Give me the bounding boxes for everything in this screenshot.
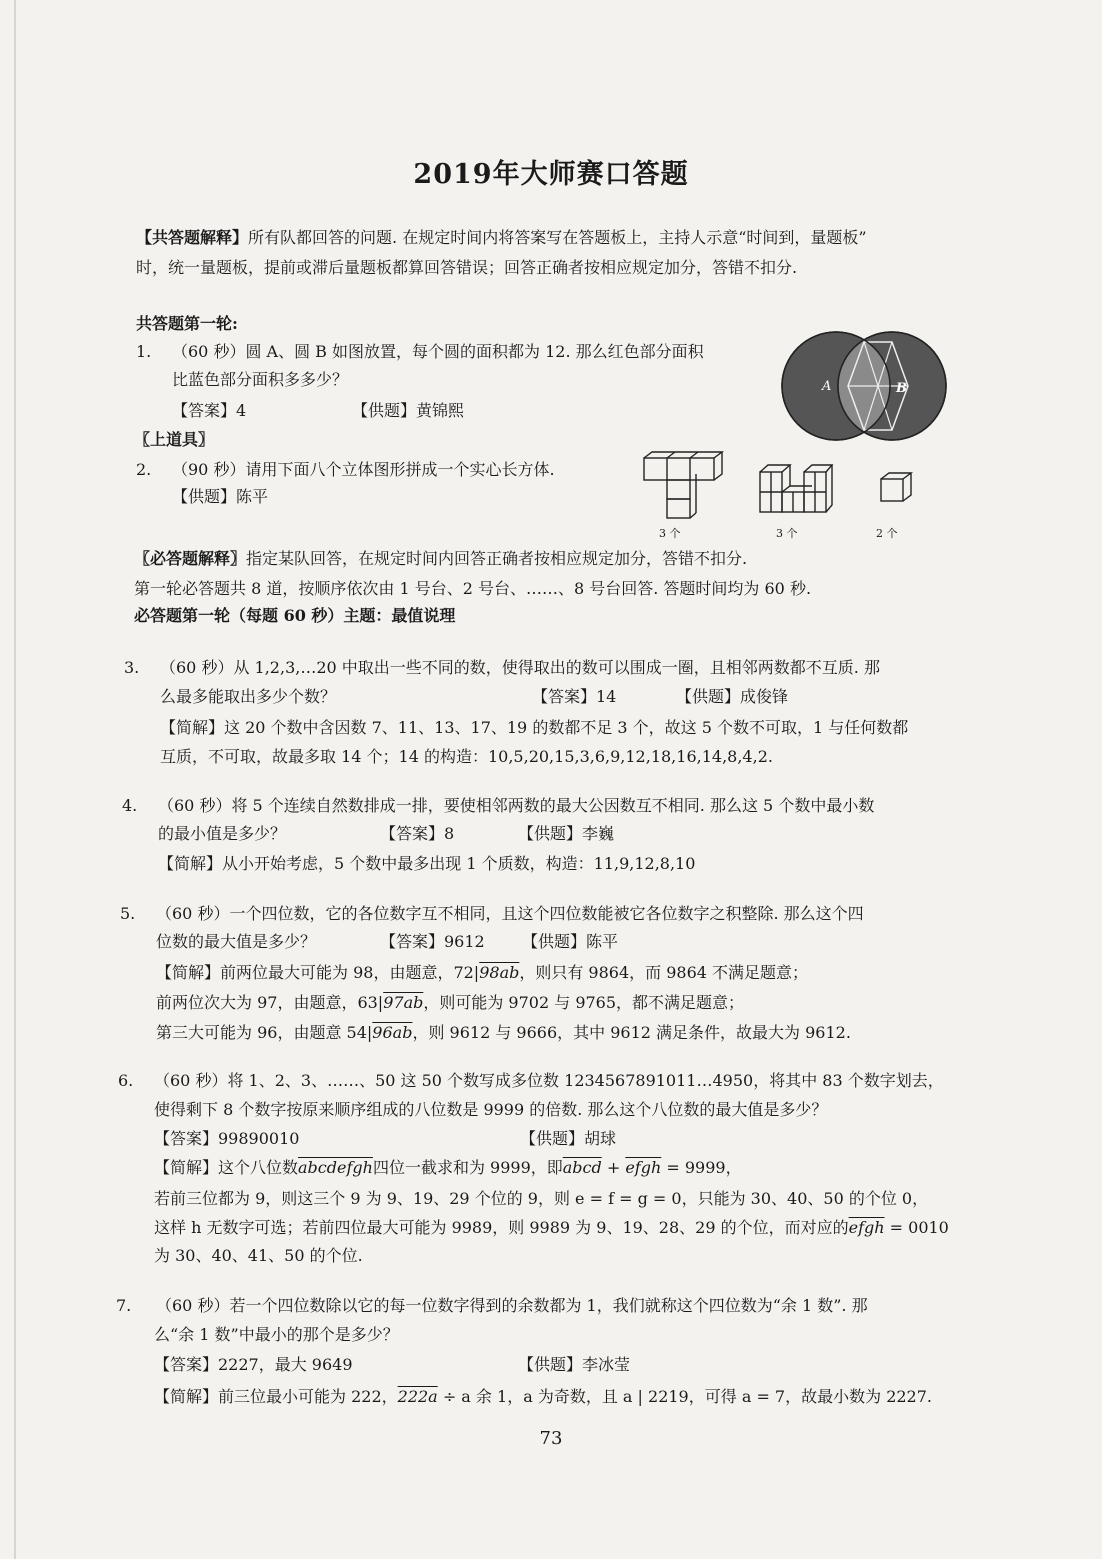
q6-solution-line1: 【简解】这个八位数abcdefgh四位一截求和为 9999，即abcd + efgh = 9999，: [154, 1158, 742, 1177]
page-title: 2019年大师赛口答题: [413, 159, 689, 190]
q5-solution-line1: 【简解】前两位最大可能为 98，由题意，72|98ab，则只有 9864，而 9864 不满足题意；: [156, 963, 809, 982]
q3-line2: 么最多能取出多少个数？: [160, 687, 337, 706]
q5-line2: 位数的最大值是多少？: [156, 932, 317, 951]
q5-provider: 【供题】陈平: [522, 932, 619, 951]
q3-solution-line1: 【简解】这 20 个数中含因数 7、11、13、17、19 的数都不足 3 个，故这 5 个数不可取，1 与任何数都: [160, 718, 909, 737]
intro-required-line1: 〖必答题解释〗指定某队回答，在规定时间内回答正确者按相应规定加分，答错不扣分.: [134, 549, 748, 568]
q1-provider: 【供题】黄锦熙: [352, 401, 465, 420]
q7-line2: 么“余 1 数”中最小的那个是多少？: [154, 1325, 399, 1344]
q1-circles-figure: [782, 330, 948, 442]
tools-heading: 〖上道具〗: [134, 430, 215, 449]
q1-answer: 【答案】4: [172, 401, 247, 420]
q6-solution-line2: 若前三位都为 9，则这三个 9 为 9、19、29 个位的 9，则 e = f = g = 0，只能为 30、40、50 的个位 0，: [154, 1189, 929, 1208]
q6-solution-line4: 为 30、40、41、50 的个位.: [154, 1246, 363, 1265]
section1-heading: 共答题第一轮:: [136, 314, 238, 333]
q6-provider: 【供题】胡球: [520, 1129, 617, 1148]
q4-line1: （60 秒）将 5 个连续自然数排成一排，要使相邻两数的最大公因数互不相同. 那么这 5 个数中最小数: [158, 796, 875, 815]
q4-number: 4.: [122, 796, 138, 815]
q1-number: 1.: [136, 342, 152, 361]
q7-line1: （60 秒）若一个四位数除以它的每一位数字得到的余数都为 1，我们就称这个四位数为“余 1 数”. 那: [156, 1296, 868, 1315]
q7-provider: 【供题】李冰莹: [518, 1355, 631, 1374]
q2-count-1: 3 个: [659, 527, 681, 540]
q3-provider: 【供题】成俊锋: [676, 687, 789, 706]
q3-answer: 【答案】14: [532, 687, 617, 706]
q2-count-3: 2 个: [876, 527, 898, 540]
q7-number: 7.: [116, 1296, 132, 1315]
intro-required-label: 〖必答题解释〗: [134, 549, 247, 568]
circle-label-a: A: [822, 379, 832, 394]
q1-line1: （60 秒）圆 A、圆 B 如图放置，每个圆的面积都为 12. 那么红色部分面积: [172, 342, 704, 361]
q3-number: 3.: [124, 658, 140, 677]
q7-answer: 【答案】2227，最大 9649: [154, 1355, 353, 1374]
q3-solution-line2: 互质，不可取，故最多取 14 个；14 的构造：10,5,20,15,3,6,9,12,18,16,14,8,4,2.: [160, 747, 773, 766]
q6-number: 6.: [118, 1071, 134, 1090]
q2-shape-u-figure: [756, 460, 832, 518]
q6-solution-line3: 这样 h 无数字可选；若前四位最大可能为 9989，则 9989 为 9、19、28、29 的个位，而对应的efgh = 0010: [154, 1218, 949, 1237]
q5-solution-line2: 前两位次大为 97，由题意，63|97ab，则可能为 9702 与 9765，都不满足题意；: [156, 993, 745, 1012]
q2-provider: 【供题】陈平: [172, 487, 269, 506]
q3-line1: （60 秒）从 1,2,3,…20 中取出一些不同的数，使得取出的数可以围成一圈，且相邻两数都不互质. 那: [160, 658, 880, 677]
q4-answer: 【答案】8: [380, 824, 455, 843]
page-number: 73: [539, 1428, 563, 1449]
section2-heading: 必答题第一轮（每题 60 秒）主题：最值说理: [134, 606, 456, 625]
q4-provider: 【供题】李巍: [518, 824, 615, 843]
q2-shape-cube-figure: [878, 470, 914, 504]
q6-line2: 使得剩下 8 个数字按原来顺序组成的八位数是 9999 的倍数. 那么这个八位数的最大值是多少？: [154, 1100, 828, 1119]
q5-answer: 【答案】9612: [380, 932, 485, 951]
q4-solution-line1: 【简解】从小开始考虑，5 个数中最多出现 1 个质数，构造：11,9,12,8,10: [158, 854, 696, 873]
q5-number: 5.: [120, 904, 136, 923]
q6-answer: 【答案】99890010: [154, 1129, 300, 1148]
q7-solution-line1: 【简解】前三位最小可能为 222，222a ÷ a 余 1，a 为奇数，且 a | 2219，可得 a = 7，故最小数为 2227.: [154, 1387, 933, 1406]
page-edge: [14, 0, 16, 1559]
intro-shared-label: 【共答题解释】: [136, 228, 249, 247]
circle-label-b: B: [896, 381, 907, 396]
q2-line1: （90 秒）请用下面八个立体图形拼成一个实心长方体.: [172, 460, 555, 479]
intro-shared-line1: 【共答题解释】所有队都回答的问题. 在规定时间内将答案写在答题板上，主持人示意“时间到，量题板”: [136, 228, 867, 247]
q5-solution-line3: 第三大可能为 96，由题意 54|96ab，则 9612 与 9666，其中 9612 满足条件，故最大为 9612.: [156, 1023, 851, 1042]
q2-shape-t-figure: [640, 448, 724, 522]
q5-line1: （60 秒）一个四位数，它的各位数字互不相同，且这个四位数能被它各位数字之积整除. 那么这个四: [156, 904, 864, 923]
q2-count-2: 3 个: [776, 527, 798, 540]
q2-number: 2.: [136, 460, 152, 479]
intro-shared-line2: 时，统一量题板，提前或滞后量题板都算回答错误；回答正确者按相应规定加分，答错不扣分.: [136, 258, 798, 277]
intro-required-line2: 第一轮必答题共 8 道，按顺序依次由 1 号台、2 号台、……、8 号台回答. 答题时间均为 60 秒.: [134, 579, 812, 598]
q1-line2: 比蓝色部分面积多多少？: [172, 370, 349, 389]
q4-line2: 的最小值是多少？: [158, 824, 287, 843]
q6-line1: （60 秒）将 1、2、3、……、50 这 50 个数写成多位数 1234567891011…4950，将其中 83 个数字划去，: [154, 1071, 944, 1090]
